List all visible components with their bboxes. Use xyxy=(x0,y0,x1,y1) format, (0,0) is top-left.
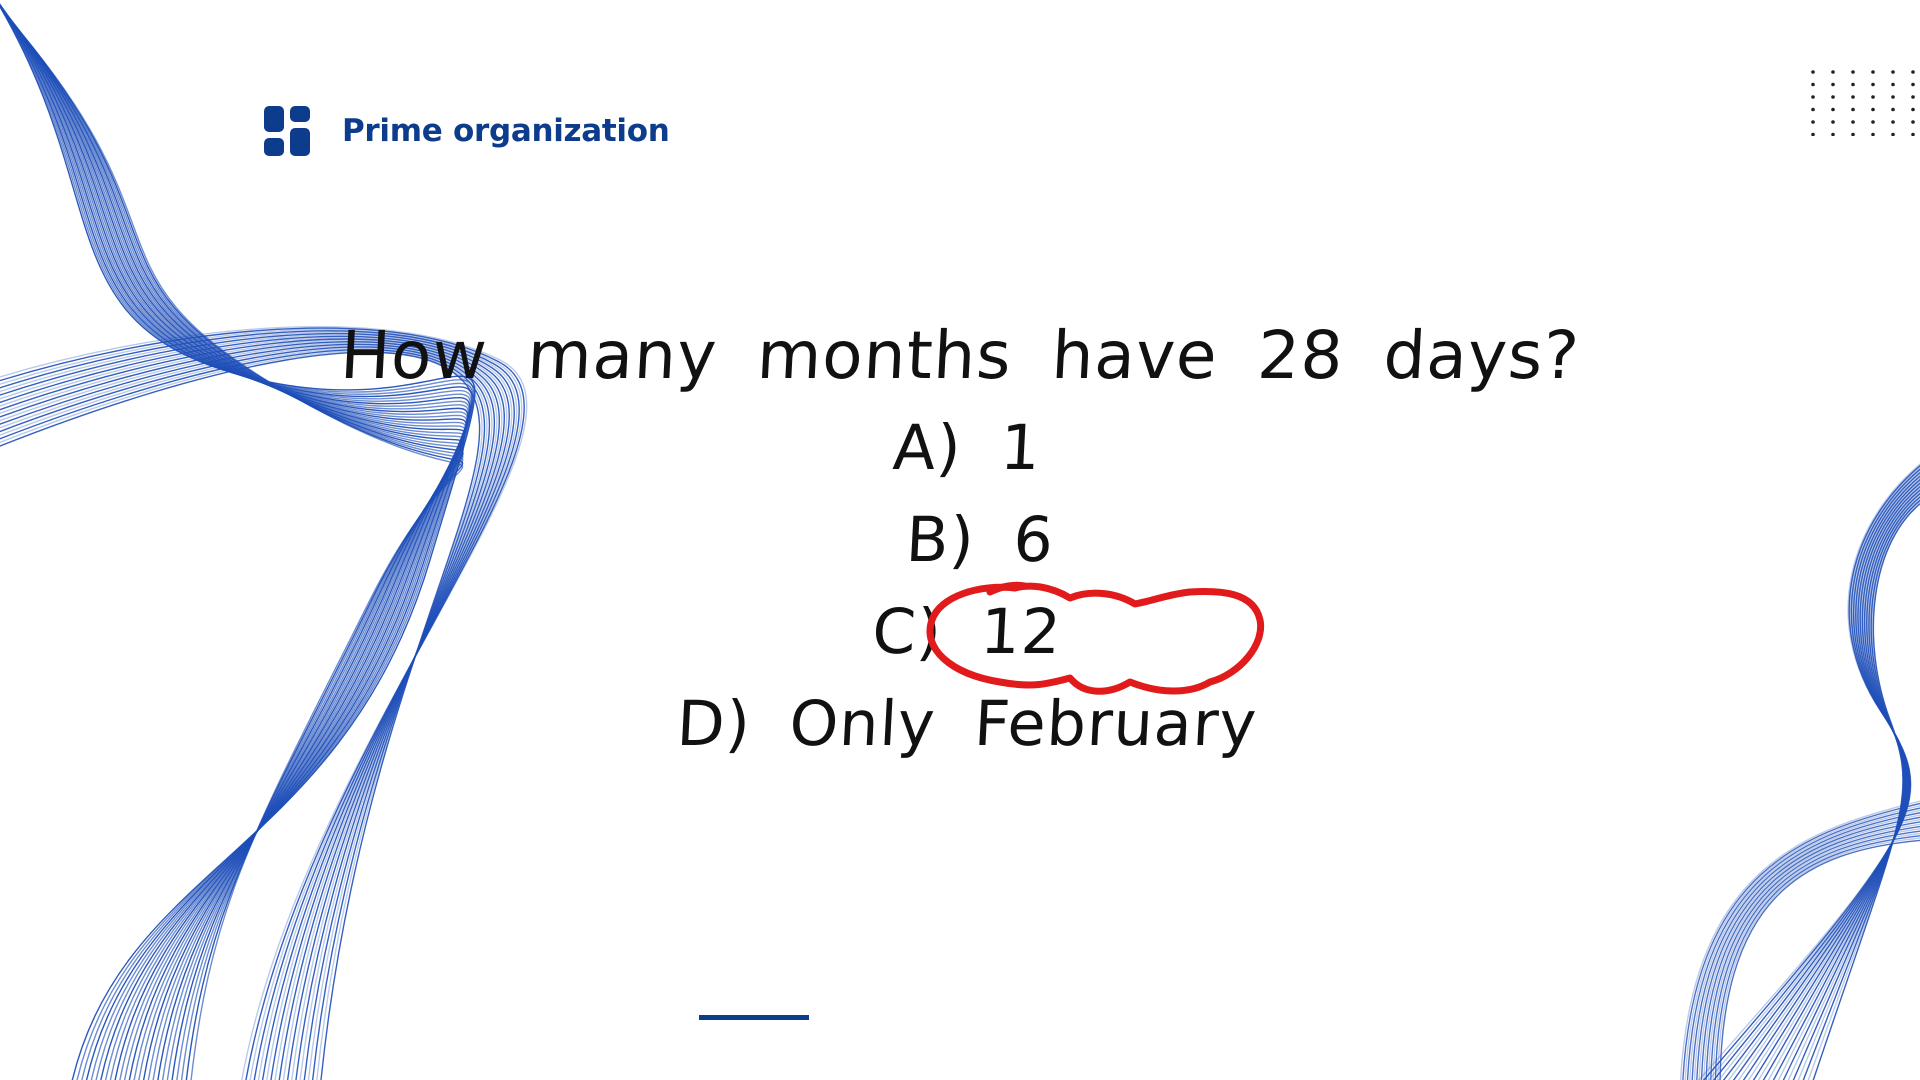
brand-header xyxy=(264,106,670,156)
grid-dot xyxy=(1811,70,1815,74)
grid-dot xyxy=(1851,133,1855,136)
grid-dot xyxy=(1911,70,1915,74)
grid-dot xyxy=(1871,70,1875,74)
grid-dot xyxy=(1871,95,1875,99)
grid-dot xyxy=(1871,108,1875,112)
grid-dot xyxy=(1831,70,1835,74)
option-d: D) Only February xyxy=(675,687,1259,760)
grid-dot xyxy=(1831,95,1835,99)
grid-dot xyxy=(1831,108,1835,112)
grid-dot xyxy=(1911,95,1915,99)
answer-highlight-circle xyxy=(920,578,1290,708)
grid-dot xyxy=(1911,120,1915,124)
grid-dot xyxy=(1891,133,1895,136)
grid-dot xyxy=(1811,95,1815,99)
brand-name: Prime organization xyxy=(342,113,670,149)
dot-grid-decoration xyxy=(1811,70,1920,136)
grid-dot xyxy=(1871,133,1875,136)
question-text: How many months have 28 days? xyxy=(338,317,1582,394)
grid-dot xyxy=(1811,133,1815,136)
grid-dot xyxy=(1831,133,1835,136)
grid-dot xyxy=(1851,108,1855,112)
grid-dot xyxy=(1891,70,1895,74)
grid-dot xyxy=(1831,83,1835,87)
wave-line xyxy=(1720,840,1920,1080)
grid-dot xyxy=(1891,83,1895,87)
grid-dot xyxy=(1851,95,1855,99)
grid-dot xyxy=(1911,108,1915,112)
grid-dot xyxy=(1871,120,1875,124)
grid-dot xyxy=(1851,70,1855,74)
grid-logo-icon xyxy=(264,106,310,156)
grid-dot xyxy=(1871,83,1875,87)
grid-dot xyxy=(1891,108,1895,112)
grid-dot xyxy=(1851,83,1855,87)
option-b: B) 6 xyxy=(904,503,1056,576)
grid-dot xyxy=(1891,95,1895,99)
grid-dot xyxy=(1811,83,1815,87)
grid-dot xyxy=(1891,120,1895,124)
option-a: A) 1 xyxy=(891,411,1043,484)
grid-dot xyxy=(1911,133,1915,136)
grid-dot xyxy=(1911,83,1915,87)
grid-dot xyxy=(1851,120,1855,124)
grid-dot xyxy=(1831,120,1835,124)
accent-underline xyxy=(699,1015,809,1020)
grid-dot xyxy=(1811,120,1815,124)
option-c: C) 12 xyxy=(870,595,1064,668)
grid-dot xyxy=(1811,108,1815,112)
